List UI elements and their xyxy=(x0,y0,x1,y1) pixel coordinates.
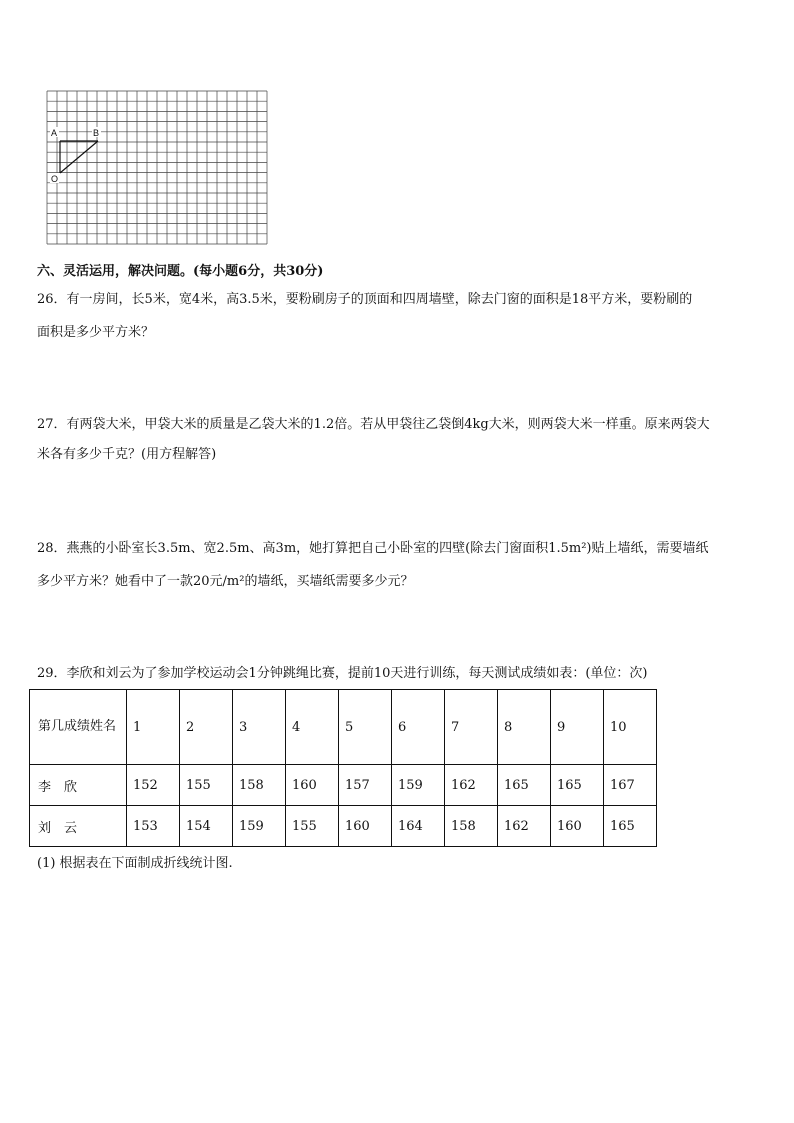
score-cell: 160 xyxy=(339,806,392,847)
table-header-day: 10 xyxy=(604,690,657,765)
score-table xyxy=(29,689,657,847)
score-cell: 157 xyxy=(339,765,392,806)
question-28-line-2: 多少平方米？她看中了一款20元/m²的墙纸，买墙纸需要多少元？ xyxy=(37,574,414,589)
table-header-day: 9 xyxy=(551,690,604,765)
table-row xyxy=(30,806,657,847)
table-row xyxy=(30,765,657,806)
question-29-subquestion-1: (1) 根据表在下面制成折线统计图. xyxy=(37,856,233,871)
score-cell: 165 xyxy=(604,806,657,847)
point-a-label: A xyxy=(51,128,58,138)
score-cell: 154 xyxy=(180,806,233,847)
table-header-day: 3 xyxy=(233,690,286,765)
student-name: 李 欣 xyxy=(30,765,127,806)
table-header-day: 4 xyxy=(286,690,339,765)
table-header-label: 第几成绩姓名 xyxy=(30,690,127,765)
table-header-day: 5 xyxy=(339,690,392,765)
question-28-line-1: 28．燕燕的小卧室长3.5m、宽2.5m、高3m，她打算把自己小卧室的四壁(除去门窗面积1.5m²)贴上墙纸，需要墙纸 xyxy=(37,541,709,556)
score-cell: 159 xyxy=(233,806,286,847)
table-header-day: 2 xyxy=(180,690,233,765)
table-header-row xyxy=(30,690,657,765)
score-cell: 162 xyxy=(445,765,498,806)
table-header-day: 8 xyxy=(498,690,551,765)
score-cell: 155 xyxy=(286,806,339,847)
triangle-oab xyxy=(60,141,98,173)
student-name: 刘 云 xyxy=(30,806,127,847)
table-header-day: 7 xyxy=(445,690,498,765)
segment-ob xyxy=(60,141,98,173)
question-26-line-2: 面积是多少平方米？ xyxy=(37,325,155,340)
question-29-intro: 29．李欣和刘云为了参加学校运动会1分钟跳绳比赛，提前10天进行训练，每天测试成绩如表：(单位：次) xyxy=(37,666,648,681)
table-header-day: 6 xyxy=(392,690,445,765)
coordinate-grid-figure xyxy=(44,89,269,245)
table-header-day: 1 xyxy=(127,690,180,765)
question-27-line-2: 米各有多少千克？(用方程解答) xyxy=(37,447,217,462)
score-cell: 155 xyxy=(180,765,233,806)
score-cell: 159 xyxy=(392,765,445,806)
section-six-heading: 六、灵活运用，解决问题。(每小题6分，共30分) xyxy=(37,264,324,279)
point-o-label: O xyxy=(51,174,59,184)
score-cell: 165 xyxy=(498,765,551,806)
score-cell: 160 xyxy=(286,765,339,806)
score-cell: 165 xyxy=(551,765,604,806)
score-cell: 158 xyxy=(233,765,286,806)
point-b-label: B xyxy=(93,128,100,138)
score-cell: 158 xyxy=(445,806,498,847)
score-cell: 164 xyxy=(392,806,445,847)
question-26-line-1: 26．有一房间，长5米，宽4米，高3.5米，要粉刷房子的顶面和四周墙壁，除去门窗的面积是18平方米，要粉刷的 xyxy=(37,292,693,307)
score-cell: 153 xyxy=(127,806,180,847)
score-cell: 160 xyxy=(551,806,604,847)
score-cell: 162 xyxy=(498,806,551,847)
score-cell: 167 xyxy=(604,765,657,806)
score-cell: 152 xyxy=(127,765,180,806)
question-27-line-1: 27．有两袋大米，甲袋大米的质量是乙袋大米的1.2倍。若从甲袋往乙袋倒4kg大米，则两袋大米一样重。原来两袋大 xyxy=(37,417,710,432)
